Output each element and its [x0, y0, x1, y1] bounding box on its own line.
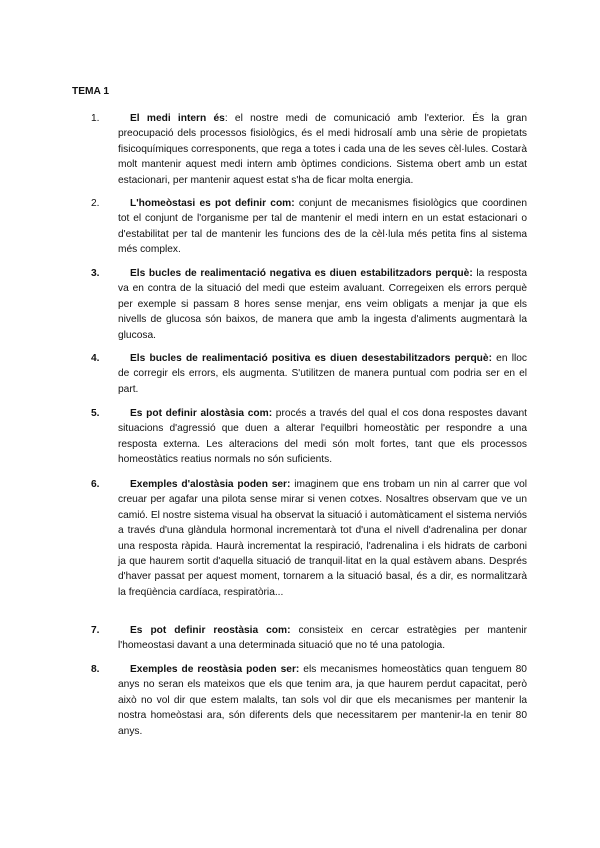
item-text	[118, 662, 527, 739]
item-body: procés a través del qual el cos dona respostes davant situacions d'agressió que duen a alterar l'equilbri homeostàtic per respondre a una resposta externa. Les alteracions del medi són molt fortes, tant que els processos homeostàtics reatius normals no són suficients.	[118, 408, 527, 466]
list-item-6	[91, 477, 527, 600]
item-text	[118, 196, 527, 258]
item-text	[118, 477, 527, 600]
item-lead: El medi intern és	[130, 113, 225, 124]
item-body: consisteix en cercar estratègies per mantenir l'homeostasi davant a una determinada situació que no té una patologia.	[118, 625, 527, 652]
item-number: 2.	[91, 198, 100, 209]
item-number: 8.	[91, 664, 100, 675]
item-lead: Es pot definir alostàsia com:	[130, 408, 273, 419]
item-text	[118, 111, 527, 188]
list-item-7	[91, 623, 527, 654]
list-item-8	[91, 662, 527, 739]
list-item-1	[91, 111, 527, 188]
item-lead: Els bucles de realimentació negativa es diuen estabilitzadors perquè:	[130, 268, 473, 279]
item-body: en lloc de corregir els errors, els augmenta. S'utilitzen de manera puntual com podria ser en el part.	[118, 353, 527, 395]
page-title: TEMA 1	[72, 86, 109, 97]
item-lead: L'homeòstasi es pot definir com:	[130, 198, 295, 209]
item-text	[118, 266, 527, 343]
item-lead: Exemples d'alostàsia poden ser:	[130, 479, 291, 490]
item-number: 3.	[91, 268, 100, 279]
list-item-5	[91, 406, 527, 468]
item-number: 7.	[91, 625, 100, 636]
item-text	[118, 351, 527, 397]
item-number: 5.	[91, 408, 100, 419]
item-body: : el nostre medi de comunicació amb l'exterior. És la gran preocupació dels processos fisiològics, és el medi hidrosalí amb una sèrie de propietats fisicoquímiques corresponents, que rega a totes i cada una de les seves cèl·lules. Costarà molt mantenir aquest medi intern amb òptimes condicions. Sistema obert amb un estat estacionari, per mantenir aquest estat s'ha de ficar molta energia.	[118, 113, 527, 186]
item-number: 4.	[91, 353, 100, 364]
item-lead: Es pot definir reostàsia com:	[130, 625, 291, 636]
item-text	[118, 623, 527, 654]
item-lead: Els bucles de realimentació positiva es diuen desestabilitzadors perquè:	[130, 353, 492, 364]
list-item-2	[91, 196, 527, 258]
list-item-3	[91, 266, 527, 343]
item-number: 6.	[91, 479, 100, 490]
item-number: 1.	[91, 113, 100, 124]
item-body: conjunt de mecanismes fisiològics que coordinen tot el conjunt de l'organisme per tal de mantenir el medi intern en un estat estacionari o d'estabilitat per tal de mantenir les funcions des de la cèl·lula més petita fins al sistema més complex.	[118, 198, 527, 256]
item-body: la resposta va en contra de la situació del medi que esteim avaluant. Corregeixen els errors perquè per exemple si passam 8 hores sense menjar, ens veim obligats a menjar ja que els nivells de glucosa són baixos, de manera que amb la ingesta d'aliments augmentarà la glucosa.	[118, 268, 527, 341]
item-body: els mecanismes homeostàtics quan tenguem 80 anys no seran els mateixos que els que tenim ara, ja que haurem perdut capacitat, però això no vol dir que estem malalts, tan sols vol dir que els mecanismes per mantenir la nostra homeòstasi ara, són diferents dels que necessitarem per mantenir-la en tenir 80 anys.	[118, 664, 527, 737]
item-body: imaginem que ens trobam un nin al carrer que vol creuar per agafar una pilota sense mirar si venen cotxes. Nosaltres observam que ve un camió. El nostre sistema visual ha observat la situació i automàticament el sistema nerviós a través d'una glàndula hormonal incrementarà tot d'una el nivell d'adrenalina per donar una resposta ràpida. Haurà incrementat la respiració, l'adrenalina i els hidrats de carboni ja que haurem sortit d'aquella situació de tranquil·litat en la qual estàvem abans. Després d'haver passat per aquest moment, tornarem a la situació basal, és a dir, es normalitzarà la freqüència cardíaca, respiratòria...	[118, 479, 528, 598]
item-text	[118, 406, 527, 468]
item-lead: Exemples de reostàsia poden ser:	[130, 664, 300, 675]
list-item-4	[91, 351, 527, 397]
